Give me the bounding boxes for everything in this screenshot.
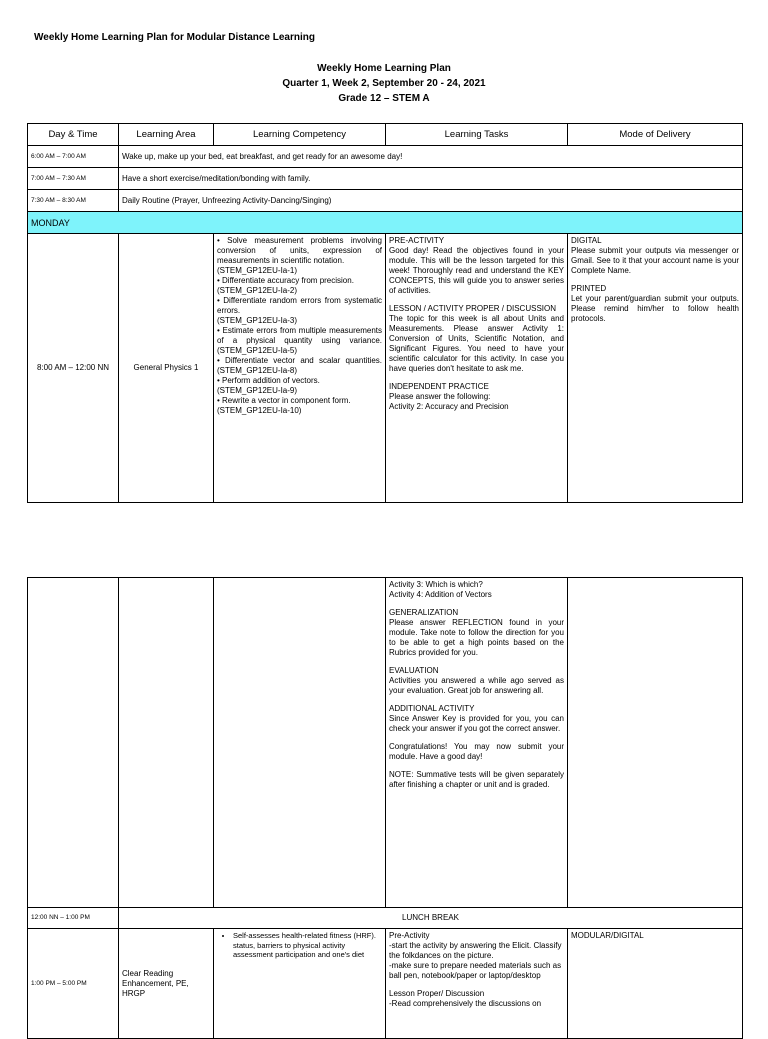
recreation-pre-activity: Pre-Activity -start the activity by answering the Elicit. Classify the folkdances on the picture. -make sure to prepare needed materials such as ball pen, notebook/paper or laptop/desktop (389, 931, 562, 980)
header-day-time: Day & Time (28, 124, 119, 146)
recreation-competency-list (217, 931, 382, 960)
routine-time: 7:00 AM – 7:30 AM (28, 168, 119, 190)
physics-competency-cell (214, 234, 386, 503)
physics-independent-practice: INDEPENDENT PRACTICE Please answer the following: Activity 2: Accuracy and Precision (389, 382, 509, 411)
plan-heading: Weekly Home Learning Plan (317, 63, 451, 74)
physics-tasks-cell (386, 234, 568, 503)
physics-delivery-cell (568, 234, 743, 503)
plan-grade: Grade 12 – STEM A (338, 93, 430, 104)
routine-row (28, 190, 743, 212)
recreation-area: Clear Reading Enhancement, PE, HRGP (119, 929, 214, 1039)
routine-row (28, 168, 743, 190)
document-title: Weekly Home Learning Plan for Modular Distance Learning (34, 32, 315, 43)
physics-delivery-printed: PRINTED Let your parent/guardian submit your outputs. Please remind him/her to follow health protocols. (571, 284, 739, 323)
physics-area: General Physics 1 (119, 234, 214, 503)
continuation-row (28, 578, 743, 908)
recreation-row (28, 929, 743, 1039)
continuation-activities: Activity 3: Which is which? Activity 4: Addition of Vectors (389, 580, 492, 599)
lunch-time: 12:00 NN – 1:00 PM (28, 908, 119, 929)
plan-subheading: Quarter 1, Week 2, September 20 - 24, 2021 (282, 78, 486, 89)
continuation-generalization: GENERALIZATION Please answer REFLECTION found in your module. Take note to follow the direction for you to be able to get a high points based on the Rubrics provided for you. (389, 608, 564, 657)
recreation-delivery: MODULAR/DIGITAL (568, 929, 743, 1039)
recreation-tasks-cell (386, 929, 568, 1039)
routine-activity: Daily Routine (Prayer, Unfreezing Activity-Dancing/Singing) (119, 190, 743, 212)
routine-activity: Wake up, make up your bed, eat breakfast, and get ready for an awesome day! (119, 146, 743, 168)
day-row (28, 212, 743, 234)
physics-delivery-digital: DIGITAL Please submit your outputs via messenger or Gmail. See to it that your account name is your Complete Name. (571, 236, 739, 275)
continuation-note: NOTE: Summative tests will be given separately after finishing a chapter or unit and is graded. (389, 770, 564, 789)
day-label: MONDAY (28, 212, 743, 234)
routine-time: 6:00 AM – 7:00 AM (28, 146, 119, 168)
header-learning-competency: Learning Competency (214, 124, 386, 146)
header-learning-tasks: Learning Tasks (386, 124, 568, 146)
header-row (28, 124, 743, 146)
learning-plan-table (27, 123, 743, 503)
routine-activity: Have a short exercise/meditation/bonding with family. (119, 168, 743, 190)
recreation-time: 1:00 PM – 5:00 PM (28, 929, 119, 1039)
physics-time: 8:00 AM – 12:00 NN (28, 234, 119, 503)
continuation-tasks-cell (386, 578, 568, 908)
physics-competency: • Solve measurement problems involving conversion of units, expression of measurements in scientific notation. (STEM_GP12EU-Ia-1) • Differentiate accuracy from precision. (STEM_GP12EU-Ia-2) • Differentiate random errors from systematic errors. (STEM_GP12EU-Ia-3) • Estimate errors from multiple measurements of a physical quantity using variance. (STEM_GP12EU-Ia-5) • Differentiate vector and scalar quantities. (STEM_GP12EU-Ia-8) • Perform addition of vectors. (STEM_GP12EU-Ia-9) • Rewrite a vector in component form. (STEM_GP12EU-Ia-10) (217, 236, 382, 415)
routine-row (28, 146, 743, 168)
recreation-competency: • Self-assesses health-related fitness (HRF). status, barriers to physical activity assessment participation and one's diet (233, 931, 382, 960)
header-mode-of-delivery: Mode of Delivery (568, 124, 743, 146)
learning-plan-table-continued (27, 577, 743, 1039)
lunch-label: LUNCH BREAK (119, 908, 743, 929)
continuation-congratulations: Congratulations! You may now submit your module. Have a good day! (389, 742, 564, 761)
physics-pre-activity: PRE-ACTIVITY Good day! Read the objectives found in your module. This will be the lesson targeted for this week! Thoroughly read and understand the KEY CONCEPTS, this will guide you to answer series of activities. (389, 236, 564, 295)
recreation-lesson-proper: Lesson Proper/ Discussion -Read comprehensively the discussions on (389, 989, 542, 1008)
continuation-additional-activity: ADDITIONAL ACTIVITY Since Answer Key is provided for you, you can check your answer if you got the correct answer. (389, 704, 564, 733)
physics-row (28, 234, 743, 503)
physics-lesson-proper: LESSON / ACTIVITY PROPER / DISCUSSION The topic for this week is all about Units and Measurements. Please answer Activity 1: Conversion of Units, Scientific Notation, and Significant Figures. You need to have your scientific calculator for this activity. In case you have queries don't hesitate to ask me. (389, 304, 564, 373)
recreation-competency-cell (214, 929, 386, 1039)
header-learning-area: Learning Area (119, 124, 214, 146)
lunch-row (28, 908, 743, 929)
routine-time: 7:30 AM – 8:30 AM (28, 190, 119, 212)
continuation-evaluation: EVALUATION Activities you answered a while ago served as your evaluation. Great job for answering all. (389, 666, 564, 695)
